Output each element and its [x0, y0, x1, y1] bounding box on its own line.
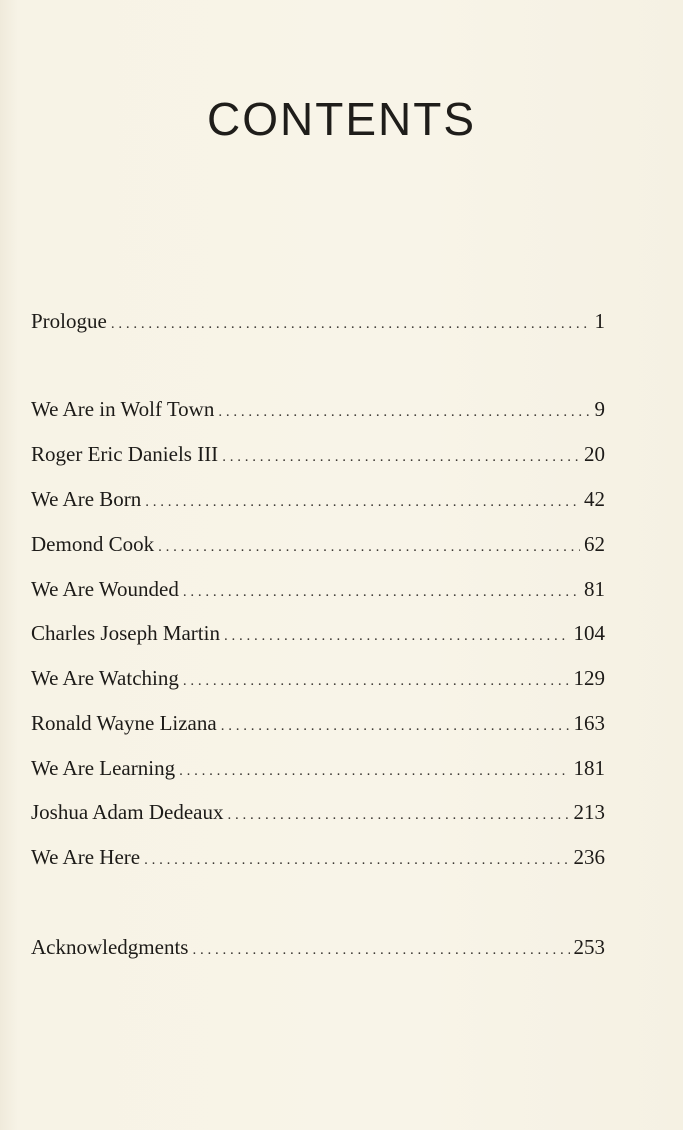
- dot-leader: [183, 577, 580, 607]
- toc-entry: [31, 708, 605, 738]
- toc-entry-title: Joshua Adam Dedeaux: [31, 800, 224, 824]
- toc-entry-title: Prologue: [31, 309, 107, 333]
- toc-entry-page: 213: [573, 800, 605, 824]
- toc-entry: [31, 394, 605, 424]
- toc-entry-page: 163: [573, 711, 605, 735]
- dot-leader: [158, 532, 580, 562]
- toc-entry: [31, 484, 605, 514]
- dot-leader: [179, 756, 569, 786]
- toc-entry: [31, 663, 605, 693]
- toc-entry-page: 42: [584, 487, 605, 511]
- toc-entry-title: We Are Born: [31, 487, 142, 511]
- toc-entry-title: Ronald Wayne Lizana: [31, 711, 217, 735]
- toc-entry-page: 181: [573, 756, 605, 780]
- toc-entry-prologue: [31, 306, 605, 336]
- toc-entry: [31, 529, 605, 559]
- toc-entry: [31, 797, 605, 827]
- toc-entry-acknowledgments: [31, 932, 605, 962]
- toc-entry: [31, 574, 605, 604]
- toc-entry-title: We Are Learning: [31, 756, 176, 780]
- toc-entry-page: 62: [584, 532, 605, 556]
- toc-entry-title: Charles Joseph Martin: [31, 621, 220, 645]
- dot-leader: [221, 711, 570, 741]
- toc-entry-page: 20: [584, 442, 605, 466]
- dot-leader: [222, 442, 580, 472]
- dot-leader: [144, 845, 569, 875]
- dot-leader: [227, 800, 569, 830]
- dot-leader: [224, 621, 570, 651]
- toc-entry-title: We Are Here: [31, 845, 141, 869]
- toc-entry-page: 253: [573, 935, 605, 959]
- toc-entry-title: We Are Watching: [31, 666, 179, 690]
- toc-entry-page: 1: [594, 309, 605, 333]
- toc-entry-page: 236: [573, 845, 605, 869]
- toc-entry: [31, 753, 605, 783]
- toc-entry-page: 104: [573, 621, 605, 645]
- toc-entry-title: Demond Cook: [31, 532, 155, 556]
- toc-entry-title: Acknowledgments: [31, 935, 189, 959]
- dot-leader: [218, 397, 590, 427]
- toc-entry: [31, 842, 605, 872]
- toc-entry-title: We Are in Wolf Town: [31, 397, 215, 421]
- page-title: CONTENTS: [207, 93, 476, 145]
- toc-entry-page: 129: [573, 666, 605, 690]
- toc-entry-title: Roger Eric Daniels III: [31, 442, 219, 466]
- dot-leader: [183, 666, 570, 696]
- toc-entry-title: We Are Wounded: [31, 577, 179, 601]
- toc-entry: [31, 439, 605, 469]
- dot-leader: [192, 935, 569, 965]
- toc-entry: [31, 618, 605, 648]
- toc-entry-page: 9: [594, 397, 605, 421]
- toc-entry-page: 81: [584, 577, 605, 601]
- dot-leader: [145, 487, 580, 517]
- dot-leader: [111, 309, 591, 339]
